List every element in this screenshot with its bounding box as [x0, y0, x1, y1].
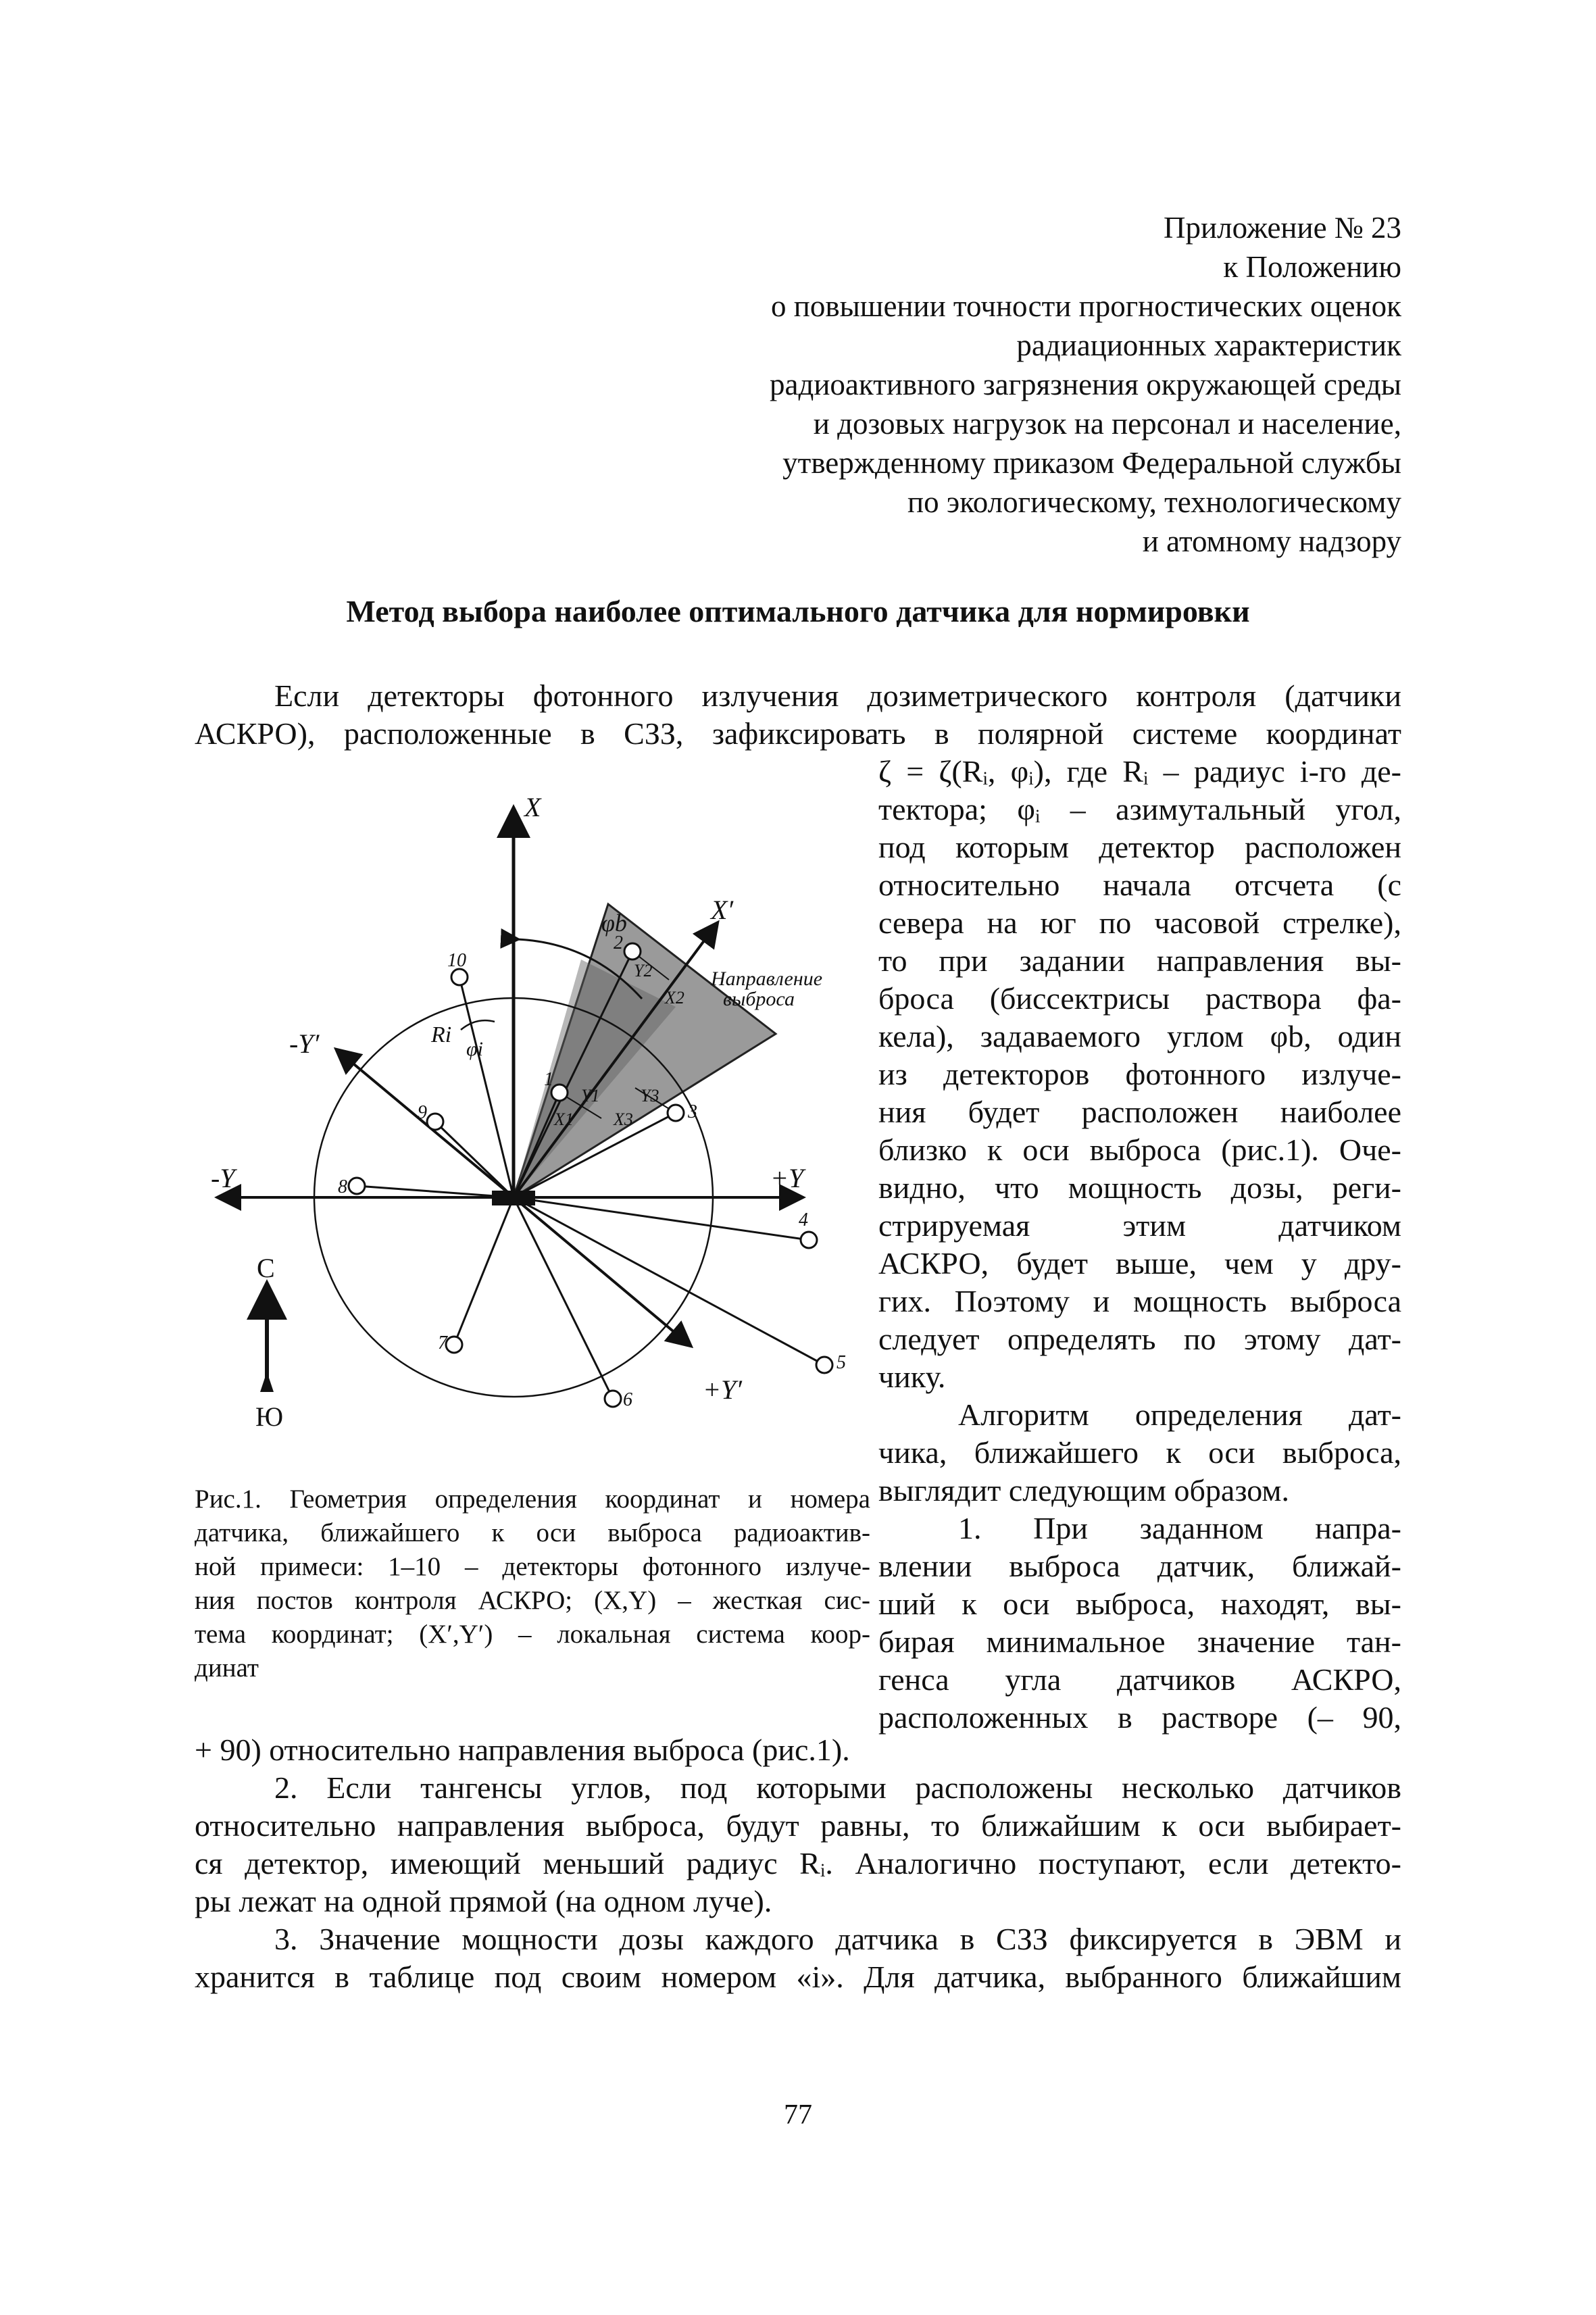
text-line: расположенных в растворе (– 90,	[878, 1700, 1401, 1735]
detector-label-7: 7	[438, 1333, 447, 1353]
text-line: АСКРО, будет выше, чем у дру-	[878, 1246, 1401, 1280]
appendix-header	[455, 208, 1401, 561]
caption-line: Рис.1. Геометрия определения координат и номера	[195, 1485, 870, 1514]
text-line: Алгоритм определения дат-	[958, 1397, 1401, 1432]
detector-8	[349, 1178, 365, 1194]
intro-line-2: АСКРО), расположенные в СЗЗ, зафиксировать в полярной системе координат	[195, 716, 1401, 751]
text-line: севера на юг по часовой стрелке),	[878, 905, 1401, 940]
label-x3: X3	[614, 1110, 633, 1129]
text-line: 2. Если тангенсы углов, под которыми расположены несколько датчиков	[274, 1770, 1401, 1805]
label-axis-neg-y-prime: -Y′	[289, 1028, 320, 1059]
detector-4	[801, 1232, 817, 1248]
text-line: стрируемая этим датчиком	[878, 1208, 1401, 1243]
diagram-svg	[203, 784, 878, 1460]
figure-caption	[195, 1483, 870, 1685]
appendix-line: и дозовых нагрузок на персонал и население,	[813, 407, 1401, 441]
caption-line: динат	[195, 1653, 259, 1683]
detector-6	[605, 1391, 621, 1407]
appendix-line: к Положению	[1223, 250, 1401, 284]
bottom-paragraphs	[195, 1731, 1401, 1996]
page-number: 77	[784, 2099, 812, 2131]
label-axis-pos-y: +Y	[770, 1163, 804, 1193]
detector-3	[668, 1105, 684, 1121]
label-r-i: Ri	[431, 1022, 452, 1047]
text-line: тектора; φᵢ – азимутальный угол,	[878, 792, 1401, 826]
detector-1	[551, 1085, 568, 1101]
text-line: видно, что мощность дозы, реги-	[878, 1170, 1401, 1205]
text-line: выглядит следующим образом.	[878, 1473, 1289, 1508]
appendix-line: Приложение № 23	[1164, 211, 1401, 245]
text-line: относительно начала отсчета (с	[878, 868, 1401, 902]
label-y1: Y1	[581, 1086, 600, 1105]
text-line: 1. При заданном напра-	[958, 1511, 1401, 1545]
text-line: кела), задаваемого углом φb, один	[878, 1019, 1401, 1053]
label-x1: X1	[554, 1110, 574, 1129]
detector-label-4: 4	[799, 1210, 808, 1230]
section-title: Метод выбора наиболее оптимального датчика для нормировки	[346, 594, 1250, 628]
label-plume-2: выброса	[723, 988, 795, 1010]
label-axis-x-prime: X′	[711, 895, 734, 925]
detector-label-2: 2	[614, 932, 623, 953]
detector-10	[451, 969, 468, 985]
label-axis-pos-y-prime: +Y′	[703, 1374, 742, 1405]
text-line: генса угла датчиков АСКРО,	[878, 1662, 1401, 1697]
text-line: ры лежат на одной прямой (на одном луче).	[195, 1884, 772, 1918]
text-line: следует определять по этому дат-	[878, 1322, 1401, 1356]
label-axis-neg-y: -Y	[211, 1163, 235, 1193]
label-y2: Y2	[634, 961, 653, 980]
text-line: чику.	[878, 1360, 946, 1394]
detector-5	[816, 1357, 832, 1373]
text-line: ший к оси выброса, находят, вы-	[878, 1587, 1401, 1621]
text-line: то при задании направления вы-	[878, 943, 1401, 978]
label-phi-i: φi	[466, 1038, 483, 1060]
detector-label-5: 5	[837, 1352, 846, 1373]
detector-label-6: 6	[623, 1389, 632, 1410]
detector-7	[446, 1337, 462, 1353]
text-line: влении выброса датчик, ближай-	[878, 1549, 1401, 1583]
appendix-line: по экологическому, технологическому	[907, 485, 1401, 519]
label-south: Ю	[255, 1401, 284, 1432]
text-line: + 90) относительно направления выброса (рис.1).	[195, 1733, 850, 1767]
appendix-line: радиоактивного загрязнения окружающей среды	[769, 368, 1401, 401]
label-plume-1: Направление	[711, 968, 823, 990]
text-line: ζ = ζ(Rᵢ, φᵢ), где Rᵢ – радиус i-го де-	[878, 754, 1401, 789]
text-line: чика, ближайшего к оси выброса,	[878, 1435, 1401, 1470]
figure-geometry-diagram	[203, 784, 878, 1460]
text-line: бирая минимальное значение тан-	[878, 1624, 1401, 1659]
text-line: под которым детектор расположен	[878, 830, 1401, 864]
caption-line: ной примеси: 1–10 – детекторы фотонного излуче-	[195, 1552, 870, 1581]
intro-paragraph	[195, 677, 1401, 753]
caption-line: тема координат; (X′,Y′) – локальная система коор-	[195, 1620, 870, 1649]
phi-i-arc	[461, 1020, 495, 1030]
text-line: из детекторов фотонного излуче-	[878, 1057, 1401, 1091]
label-y3: Y3	[641, 1086, 659, 1105]
text-line: относительно направления выброса, будут равны, то ближайшим к оси выбирает-	[195, 1808, 1401, 1843]
detector-label-8: 8	[338, 1176, 347, 1197]
detector-label-1: 1	[544, 1069, 553, 1090]
appendix-line: и атомному надзору	[1142, 524, 1401, 558]
detector-label-9: 9	[418, 1102, 427, 1123]
south-arrow-tail	[260, 1372, 274, 1392]
text-line: близко к оси выброса (рис.1). Оче-	[878, 1132, 1401, 1167]
detector-label-3: 3	[688, 1101, 697, 1122]
text-line: гих. Поэтому и мощность выброса	[878, 1284, 1401, 1318]
right-column-text	[878, 753, 1401, 1737]
text-line: 3. Значение мощности дозы каждого датчика в СЗЗ фиксируется в ЭВМ и	[274, 1922, 1401, 1956]
caption-line: датчика, ближайшего к оси выброса радиоактив-	[195, 1518, 870, 1547]
text-line: ния будет расположен наиболее	[878, 1095, 1401, 1129]
detector-9	[427, 1114, 443, 1130]
text-line: хранится в таблице под своим номером «i». Для датчика, выбранного ближайшим	[195, 1960, 1401, 1994]
label-phi-b: φb	[601, 910, 627, 937]
appendix-line: утвержденному приказом Федеральной службы	[782, 446, 1401, 480]
text-line: броса (биссектрисы раствора фа-	[878, 981, 1401, 1016]
appendix-line: радиационных характеристик	[1016, 328, 1401, 362]
plume-sector	[514, 904, 776, 1197]
text-line: ся детектор, имеющий меньший радиус Rᵢ. Аналогично поступают, если детекто-	[195, 1846, 1401, 1881]
source-block	[492, 1191, 535, 1205]
caption-line: ния постов контроля АСКРО; (X,Y) – жесткая сис-	[195, 1586, 870, 1615]
appendix-line: о повышении точности прогностических оценок	[770, 289, 1401, 323]
detector-label-10: 10	[447, 950, 466, 971]
label-north: С	[257, 1253, 275, 1283]
label-axis-x: X	[524, 792, 541, 822]
detector-2	[624, 943, 641, 960]
intro-line-1: Если детекторы фотонного излучения дозиметрического контроля (датчики	[274, 678, 1401, 713]
axis-neg-y-prime	[338, 1051, 514, 1197]
label-x2: X2	[665, 988, 684, 1007]
